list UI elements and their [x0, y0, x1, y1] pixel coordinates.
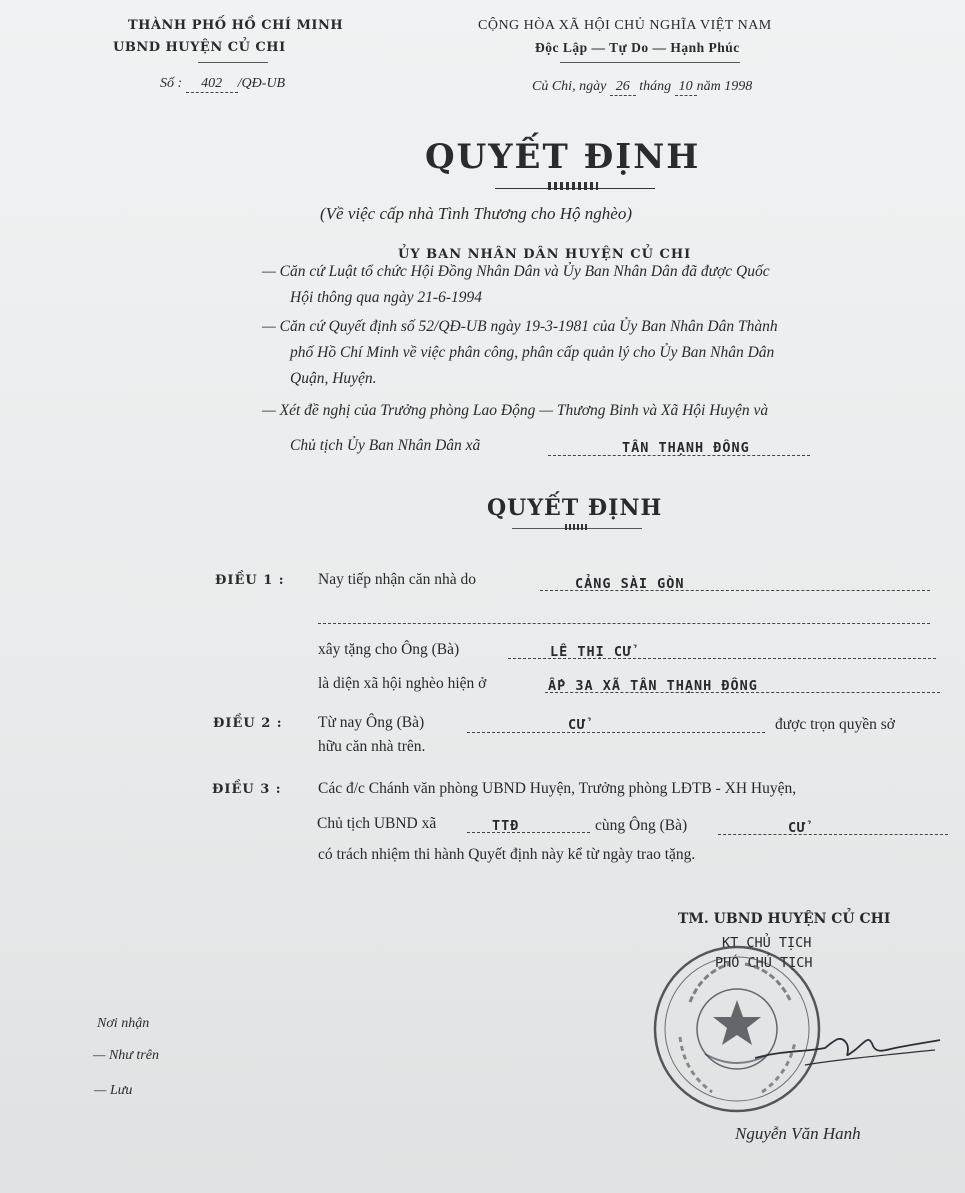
donor-name: CẢNG SÀI GÒN — [575, 576, 685, 592]
basis-2-line-3: Quận, Huyện. — [290, 370, 377, 387]
article-3-line-2a: Chủ tịch UBND xã — [317, 815, 437, 832]
date-month-label: tháng — [639, 79, 672, 94]
so-label: Số : — [160, 76, 183, 91]
article-2-fill-line — [467, 732, 765, 733]
recipient-item-1: — Như trên — [93, 1048, 159, 1063]
recipient-name: LÊ THỊ CỬ — [550, 644, 633, 660]
article-2-text-2: được trọn quyền sở — [775, 716, 895, 733]
signature-org: TM. UBND HUYỆN CỦ CHI — [678, 911, 891, 927]
article-3-fill-line-a — [467, 832, 590, 833]
basis-3-line-1: — Xét đề nghị của Trưởng phòng Lao Động — Thương Binh và Xã Hội Huyện và — [262, 402, 769, 419]
article-1-line-3: là diện xã hội nghèo hiện ở — [318, 675, 487, 692]
recipient-item-2: — Lưu — [94, 1083, 133, 1098]
subtitle: (Về việc cấp nhà Tình Thương cho Hộ nghèo) — [320, 204, 633, 223]
header-country: CỘNG HÒA XÃ HỘI CHỦ NGHĨA VIỆT NAM — [478, 18, 772, 33]
basis-1-line-2: Hội thông qua ngày 21-6-1994 — [290, 289, 483, 306]
basis-2-line-2: phố Hồ Chí Minh về việc phân công, phân cấp quản lý cho Ủy Ban Nhân Dân — [290, 344, 775, 361]
article-3-line-2b: cùng Ông (Bà) — [595, 817, 688, 834]
date-day: 26 — [610, 79, 636, 96]
so-number: 402 — [186, 76, 238, 93]
header-district: UBND HUYỆN CỦ CHI — [113, 40, 286, 55]
article-3-person: CỬ — [788, 820, 807, 836]
header-right-rule — [560, 62, 740, 63]
header-left-rule — [198, 62, 268, 63]
article-1-line-2: xây tặng cho Ông (Bà) — [318, 641, 460, 658]
recipients-label: Nơi nhận — [97, 1016, 150, 1031]
commune-chair: TTĐ — [492, 818, 520, 834]
title-ornament — [548, 182, 598, 190]
decision-heading-ornament — [565, 524, 589, 530]
article-3-text: Các đ/c Chánh văn phòng UBND Huyện, Trưởng phòng LĐTB - XH Huyện, — [318, 780, 797, 797]
date-prefix: Củ Chi, ngày — [532, 79, 607, 94]
article-2-label: ĐIỀU 2 : — [213, 716, 283, 731]
page-title: QUYẾT ĐỊNH — [425, 137, 701, 177]
article-2-line-2: hữu căn nhà trên. — [318, 738, 426, 755]
article-3-line-3: có trách nhiệm thi hành Quyết định này kể từ ngày trao tặng. — [318, 846, 696, 863]
article-1-blank-line — [318, 623, 930, 624]
recipient-address: ẤP 3A XÃ TÂN THẠNH ĐÔNG — [548, 678, 758, 694]
date-month: 10 — [675, 79, 697, 96]
decision-heading: QUYẾT ĐỊNH — [487, 495, 663, 521]
document-date — [532, 79, 752, 96]
signature-title: PHÓ CHỦ TỊCH — [715, 955, 813, 971]
header-motto: Độc Lập — Tự Do — Hạnh Phúc — [535, 40, 740, 55]
basis-2-line-1: — Căn cứ Quyết định số 52/QĐ-UB ngày 19-3-1981 của Ủy Ban Nhân Dân Thành — [262, 318, 778, 335]
signature-role: KT CHỦ TỊCH — [722, 935, 812, 951]
so-suffix: /QĐ-UB — [237, 76, 286, 91]
commune-name: TÂN THẠNH ĐÔNG — [622, 440, 750, 456]
date-year: năm 1998 — [696, 79, 753, 94]
signer-name: Nguyễn Văn Hanh — [735, 1124, 861, 1143]
handwritten-signature-icon — [745, 1020, 945, 1080]
issuer: ỦY BAN NHÂN DÂN HUYỆN CỦ CHI — [398, 247, 692, 262]
article-3-fill-line-b — [718, 834, 948, 835]
basis-1-line-1: — Căn cứ Luật tổ chức Hội Đồng Nhân Dân và Ủy Ban Nhân Dân đã được Quốc — [262, 263, 770, 280]
basis-3-line-2: Chủ tịch Ủy Ban Nhân Dân xã — [290, 437, 481, 454]
article-3-label: ĐIỀU 3 : — [212, 782, 282, 797]
article-2-text: Từ nay Ông (Bà) — [318, 714, 425, 731]
article-1-text: Nay tiếp nhận căn nhà do — [318, 571, 476, 588]
owner-name: CỬ — [568, 717, 587, 733]
article-1-label: ĐIỀU 1 : — [215, 573, 285, 588]
document-number — [160, 76, 285, 93]
header-city: THÀNH PHỐ HỒ CHÍ MINH — [128, 18, 344, 33]
